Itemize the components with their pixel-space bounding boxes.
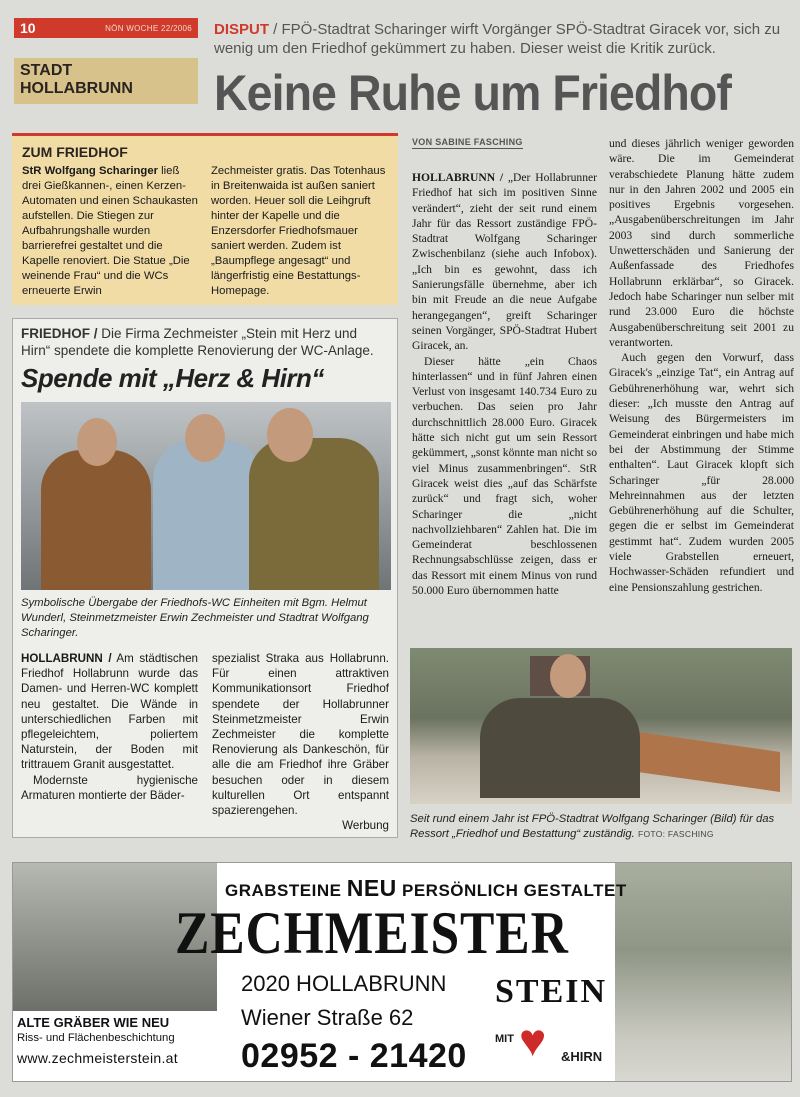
article-lead: HOLLABRUNN / xyxy=(412,171,504,184)
ad-services-box xyxy=(13,1011,225,1082)
advertisement xyxy=(12,862,792,1082)
photo-credit: FOTO: FASCHING xyxy=(637,829,714,839)
spende-photo-caption: Symbolische Übergabe der Friedhofs-WC Einheiten mit Bgm. Helmut Wunderl, Steinmetzmeister Erwin Zechmeister und Stadtrat Wolfgang Scharinger. xyxy=(21,597,369,639)
person-right xyxy=(249,438,379,590)
article-col2-p1: und dieses jährlich weniger geworden wäre. Die im Gemeinderat verabschiedete Planung hätte zudem nur in den Jahren 2002 und 2005 ein positives Ergebnis vorgesehen. „Ausgabenüberschreitungen im Jahr 2003 sind durch sommerliche Unwetterschäden und Sanierung der Außenfassade des Friedhofes Hollabrunn erklärbar“, so Giracek. Jedoch habe Scharinger nun selber mit rund 23.000 Euro die höchste Ausgabenüberschreitung seit 2001 zu verantworten. xyxy=(609,137,794,349)
kicker-text: / FPÖ-Stadtrat Scharinger wirft Vorgänger SPÖ-Stadtrat Giracek vor, sich zu wenig um den Friedhof gekümmert zu haben. Dieser weist die Kritik zurück. xyxy=(214,21,781,57)
section-label-line2: HOLLABRUNN xyxy=(20,80,133,97)
graves-photo-right xyxy=(615,863,791,1081)
spende-section xyxy=(12,318,398,838)
ad-tagline xyxy=(225,875,627,902)
ad-phone: 02952 - 21420 xyxy=(241,1037,467,1075)
ad-tagline-neu: NEU xyxy=(346,875,397,901)
spende-body-col2-text: spezialist Straka aus Hollabrunn. Für einen attraktiven Kommunikationsort Friedhof spendete der Hollabrunner Steinmetzmeister Erwin Zechmeister die komplette Renovierung als Dankeschön, für alle die am Friedhof ihre Gräber besuchen oder in diesem kulturellen Ort entspannt spazierengehen. xyxy=(212,652,389,818)
spende-body-col2 xyxy=(212,651,389,833)
issue-label: NÖN WOCHE 22/2006 xyxy=(105,23,192,33)
infobox-lead: StR Wolfgang Scharinger xyxy=(22,165,158,177)
infobox xyxy=(12,133,398,305)
article-col1-p1: „Der Hollabrunner Friedhof hat sich im positiven Sinne verändert“, zieht der seit rund einem Jahr für das Ressort zuständige FPÖ-Stadtrat Wolfgang Scharinger Zwischenbilanz (siehe auch Infobox). „Ich bin es gewohnt, dass ich Sanierungsfälle übernehme, aber ich bin mit Freude an die neue Aufgabe herangegangen“, greift Scharinger seinen Vorgänger, SPÖ-Stadtrat Hubert Giracek, an. xyxy=(412,171,598,353)
spende-kicker-text: Die Firma Zechmeister „Stein mit Herz und Hirn“ spendete die komplette Renovierung der WC-Anlage. xyxy=(21,326,374,358)
spende-body-lead: HOLLABRUNN / xyxy=(21,652,112,665)
section-label-line1: STADT xyxy=(20,62,73,79)
person-middle-head xyxy=(185,414,225,462)
spende-kicker-label: FRIEDHOF / xyxy=(21,326,98,341)
infobox-title: ZUM FRIEDHOF xyxy=(22,144,128,160)
logo-hirn: &HIRN xyxy=(561,1049,603,1064)
infobox-col1 xyxy=(22,164,199,299)
ad-city: 2020 HOLLABRUNN xyxy=(241,971,447,996)
spende-title: Spende mit „Herz & Hirn“ xyxy=(21,363,324,393)
person-seated-head xyxy=(550,654,586,698)
article-col2-p2: Auch gegen den Vorwurf, dass Giracek's „einzige Tat“, ein Antrag auf Gebührenerhöhung war, wehrt sich dieser: „Ich musste den Antrag auf Weisung des Bürgermeisters im Gemeinderat einbringen und habe mich bei der Abstimmung der Stimme enthalten“. Laut Giracek klopft sich Scharinger „für 28.000 Mehreinnahmen aus der letzten Gebührenerhöhung auf die Schulter, gegen die er selbst im Gemeinderat gestimmt hat“. Zudem wurden 2005 viele Grabstellen erneuert, Hochwasser-Schäden refundiert und eine Pensionszahlung gestrichen. xyxy=(609,351,794,594)
ad-repair: Riss- und Flächenbeschichtung xyxy=(17,1032,175,1044)
person-left xyxy=(41,450,151,590)
article-col2 xyxy=(609,136,794,644)
spende-body-p1: Am städtischen Friedhof Hollabrunn wurde das Damen- und Herren-WC komplett neu gestaltet. Die Wände in unterschiedlichen Farben mit pflegeleichtem, poliertem Naturstein, der Boden mit trittrauem Granit ausgestattet. xyxy=(21,652,199,772)
spende-body-p2: Modernste hygienische Armaturen montierte der Bäder- xyxy=(21,773,198,802)
ad-street: Wiener Straße 62 xyxy=(241,1005,414,1030)
ad-brand-name: ZECHMEISTER xyxy=(175,900,569,966)
heart-icon: ♥ xyxy=(519,1014,547,1066)
page-number: 10 xyxy=(20,20,36,36)
byline: VON SABINE FASCHING xyxy=(412,137,523,147)
section-header xyxy=(14,18,198,106)
person-seated xyxy=(480,698,640,798)
section-label xyxy=(14,58,198,104)
handover-photo xyxy=(21,402,391,590)
councillor-photo-caption xyxy=(410,812,794,842)
logo-stein: STEIN xyxy=(495,973,608,1010)
ad-old-graves: ALTE GRÄBER WIE NEU xyxy=(17,1015,170,1030)
person-right-head xyxy=(267,408,313,462)
page-number-bar xyxy=(14,18,198,38)
spende-body-col1 xyxy=(21,651,198,833)
photo2-caption-text: Seit rund einem Jahr ist FPÖ-Stadtrat Wolfgang Scharinger (Bild) für das Ressort „Friedhof und Bestattung“ zuständig. xyxy=(410,813,775,840)
logo-mit: MIT xyxy=(495,1033,514,1045)
person-middle xyxy=(153,440,263,590)
ad-tagline-right: PERSÖNLICH GESTALTET xyxy=(402,881,627,900)
ad-tagline-left: GRABSTEINE xyxy=(225,881,342,900)
spende-body xyxy=(21,651,389,833)
infobox-col1-text: ließ drei Gießkannen-, einen Kerzen-Automaten und einen Schaukasten aufstellen. Die Stiegen zur Aufbahrungshalle wurden barrierefrei gestaltet und die Kapelle renoviert. Die Statue „Die weinende Frau“ und die WCs erneuerte Erwin xyxy=(22,165,198,297)
infobox-col2: Zechmeister gratis. Das Totenhaus in Breitenwaida ist außen saniert worden. Heuer soll die Leihgruft hinter der Kapelle und die Enzersdorfer Friedhofsmauer saniert werden. Zudem ist „Baumpflege angesagt“ und längerfristig eine Bestattungs-Homepage. xyxy=(211,165,386,297)
advert-label: Werbung xyxy=(342,819,389,833)
headline: Keine Ruhe um Friedhof xyxy=(214,65,731,121)
councillor-photo xyxy=(410,648,792,804)
article-kicker xyxy=(214,20,784,58)
article-col1 xyxy=(412,170,597,644)
article-col1-p2: Dieser hätte „ein Chaos hinterlassen“ und in fünf Jahren einen Verlust von insgesamt 140.734 Euro zu verbuchen. Das seien pro Jahr durchschnittlich 28.000 Euro. Giracek hätte sich nicht gut um sein Ressort gekümmert, „sonst könnte man nicht so viel Minus zusammenbringen“. StR Giracek weist dies „auf das Schärfste zurück“ und fragt sich, woher Scharinger die „nicht nachvollziehbaren“ Zahlen hat. Die im Gemeinderat beschlossenen Rechnungsabschlüsse zeigen, dass er das Ressort mit einem Minus von rund 50.000 Euro übernommen hatte xyxy=(412,354,597,598)
stein-herz-hirn-logo xyxy=(495,973,619,1079)
spende-kicker xyxy=(21,325,389,359)
person-left-head xyxy=(77,418,117,466)
kicker-label: DISPUT xyxy=(214,21,270,38)
ad-website[interactable]: www.zechmeisterstein.at xyxy=(17,1050,178,1066)
